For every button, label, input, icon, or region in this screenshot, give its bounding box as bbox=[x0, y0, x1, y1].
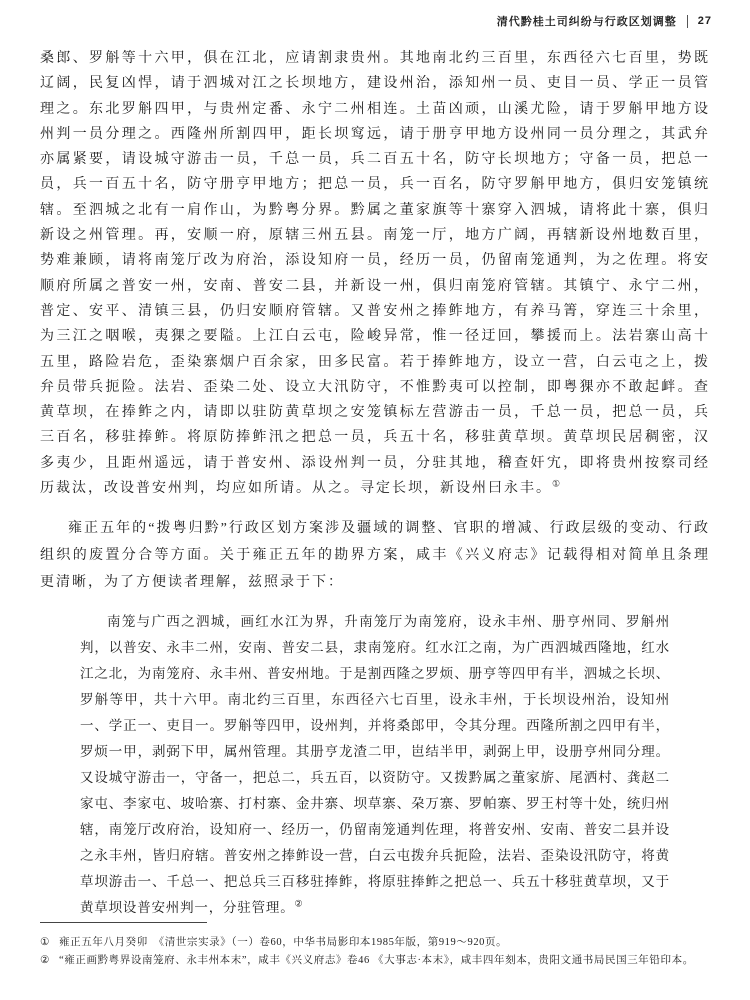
footnote-ref-2: ② bbox=[294, 898, 303, 909]
block-quote bbox=[80, 609, 670, 921]
footnote-text-2: “雍正画黔粤界设南笼府、永丰州本末”，咸丰《兴义府志》卷46 《大事志·本末》，咸丰四年刻本，贵阳文通书局民国三年铅印本。 bbox=[59, 954, 694, 966]
main-text-column bbox=[40, 46, 710, 921]
block-quote-text: 南笼与广西之泗城，画红水江为界，升南笼厅为南笼府，设永丰州、册亨州同、罗斛州判，以普安、永丰二州，安南、普安二县，隶南笼府。红水江之南，为广西泗城西隆地，红水江之北，为南笼府、永丰州、普安州地。于是割西隆之罗烦、册亨等四甲有半，泗城之长坝、罗斛等甲，共十六甲。南北约三百里，东西径六七百里，设永丰州，于长坝设州治，设知州一、学正一、吏目一。罗斛等四甲，设州判，并将桑郎甲，令其分理。西隆所割之四甲有半，罗烦一甲，剥弼下甲，属州管理。其册亨龙渣二甲，岜结半甲，剥弼上甲，设册亨州同分理。又设城守游击一，守备一，把总二，兵五百，以资防守。又拨黔属之董家旂、尾洒村、龚赵二家屯、李家屯、坡哈寨、打村寨、金井寨、坝草寨、朶万寨、罗帕寨、罗王村等十处，统归州辖，南笼厅改府治，设知府一、经历一，仍留南笼通判佐理，将普安州、安南、普安二县并设之永丰州，皆归府辖。普安州之捧鲊设一营，白云屯拨弁兵扼险，法岩、歪染设汛防守，将黄草坝游击一、千总一、把总兵三百移驻捧鲊，将原驻捧鲊之把总一、兵五十移驻黄草坝，又于黄草坝设普安州判一，分驻管理。 bbox=[80, 614, 670, 916]
body-paragraph-1 bbox=[40, 46, 710, 501]
footnote-divider bbox=[40, 922, 207, 923]
footnote-item-1 bbox=[40, 934, 712, 952]
paragraph-1-text: 桑郎、罗斛等十六甲，俱在江北，应请割隶贵州。其地南北约三百里，东西径六七百里，势既辽阔，民复凶悍，请于泗城对江之长坝地方，建设州治，添知州一员、吏目一员、学正一员管理之。东北罗斛四甲，与贵州定番、永宁二州相连。土苗凶顽，山溪尤险，请于罗斛甲地方设州判一员分理之。西隆州所割四甲，距长坝窎远，请于册亨甲地方设州同一员分理之，其武弁亦属紧要，请设城守游击一员，千总一员，兵二百五十名，防守长坝地方；守备一员，把总一员，兵一百五十名，防守册亨甲地方；把总一员，兵一百名，防守罗斛甲地方，俱归安笼镇统辖。至泗城之北有一肩作山，为黔粤分界。黔属之董家旗等十寨穿入泗城，请将此十寨，俱归新设之州管理。再，安顺一府，原辖三州五县。南笼一厅，地方广阔，再辖新设州地数百里，势难兼顾，请将南笼厅改为府治，添设知府一员，经历一员，仍留南笼通判，为之佐理。将安顺府所属之普安一州，安南、普安二县，并新设一州，俱归南笼府管辖。其镇宁、永宁二州，普定、安平、清镇三县，仍归安顺府管辖。又普安州之捧鲊地方，有养马箐，穿连三十余里，为三江之咽喉，夷猓之要隘。上江白云屯，险峻异常，惟一径迂回，攀援而上。法岩寨山高十五里，路险岩危，歪染寨烟户百余家，田多民富。若于捧鲊地方，设立一营，白云屯之上，拨弁员带兵扼险。法岩、歪染二处、设立大汛防守，不惟黔夷可以控制，即粤猓亦不敢起衅。查黄草坝，在捧鲊之内，请即以驻防黄草坝之安笼镇标左营游击一员，千总一员，把总一员，兵三百名，移驻捧鲊。将原防捧鲊汛之把总一员，兵五十名，移驻黄草坝。黄草坝民居稠密，汉多夷少，且距州遥远，请于普安州、添设州判一员，分驻其地，稽查奸宄，即将贵州按察司经历裁汰，改设普安州判，均应如所请。从之。寻定长坝，新设州曰永丰。 bbox=[40, 51, 710, 497]
header-divider bbox=[687, 15, 688, 28]
paragraph-2-text: 雍正五年的“拨粤归黔”行政区划方案涉及疆域的调整、官职的增减、行政层级的变动、行政组织的废置分合等方面。关于雍正五年的勘界方案，咸丰《兴义府志》记载得相对简单且条理更清晰，为了方便读者理解，兹照录于下： bbox=[40, 521, 710, 591]
footnote-ref-1: ① bbox=[552, 478, 561, 489]
running-title: 清代黔桂土司纠纷与行政区划调整 bbox=[496, 16, 677, 28]
footnote-marker-2: ② bbox=[40, 954, 51, 966]
page-number: 27 bbox=[697, 15, 712, 27]
running-header bbox=[497, 13, 712, 29]
body-paragraph-2 bbox=[40, 515, 710, 596]
footnote-item-2 bbox=[40, 952, 712, 970]
footnote-text-1: 雍正五年八月癸卯 《清世宗实录》（一）卷60，中华书局影印本1985年版，第919～920页。 bbox=[59, 937, 508, 948]
footnote-area bbox=[40, 922, 712, 969]
footnote-marker-1: ① bbox=[40, 937, 51, 948]
